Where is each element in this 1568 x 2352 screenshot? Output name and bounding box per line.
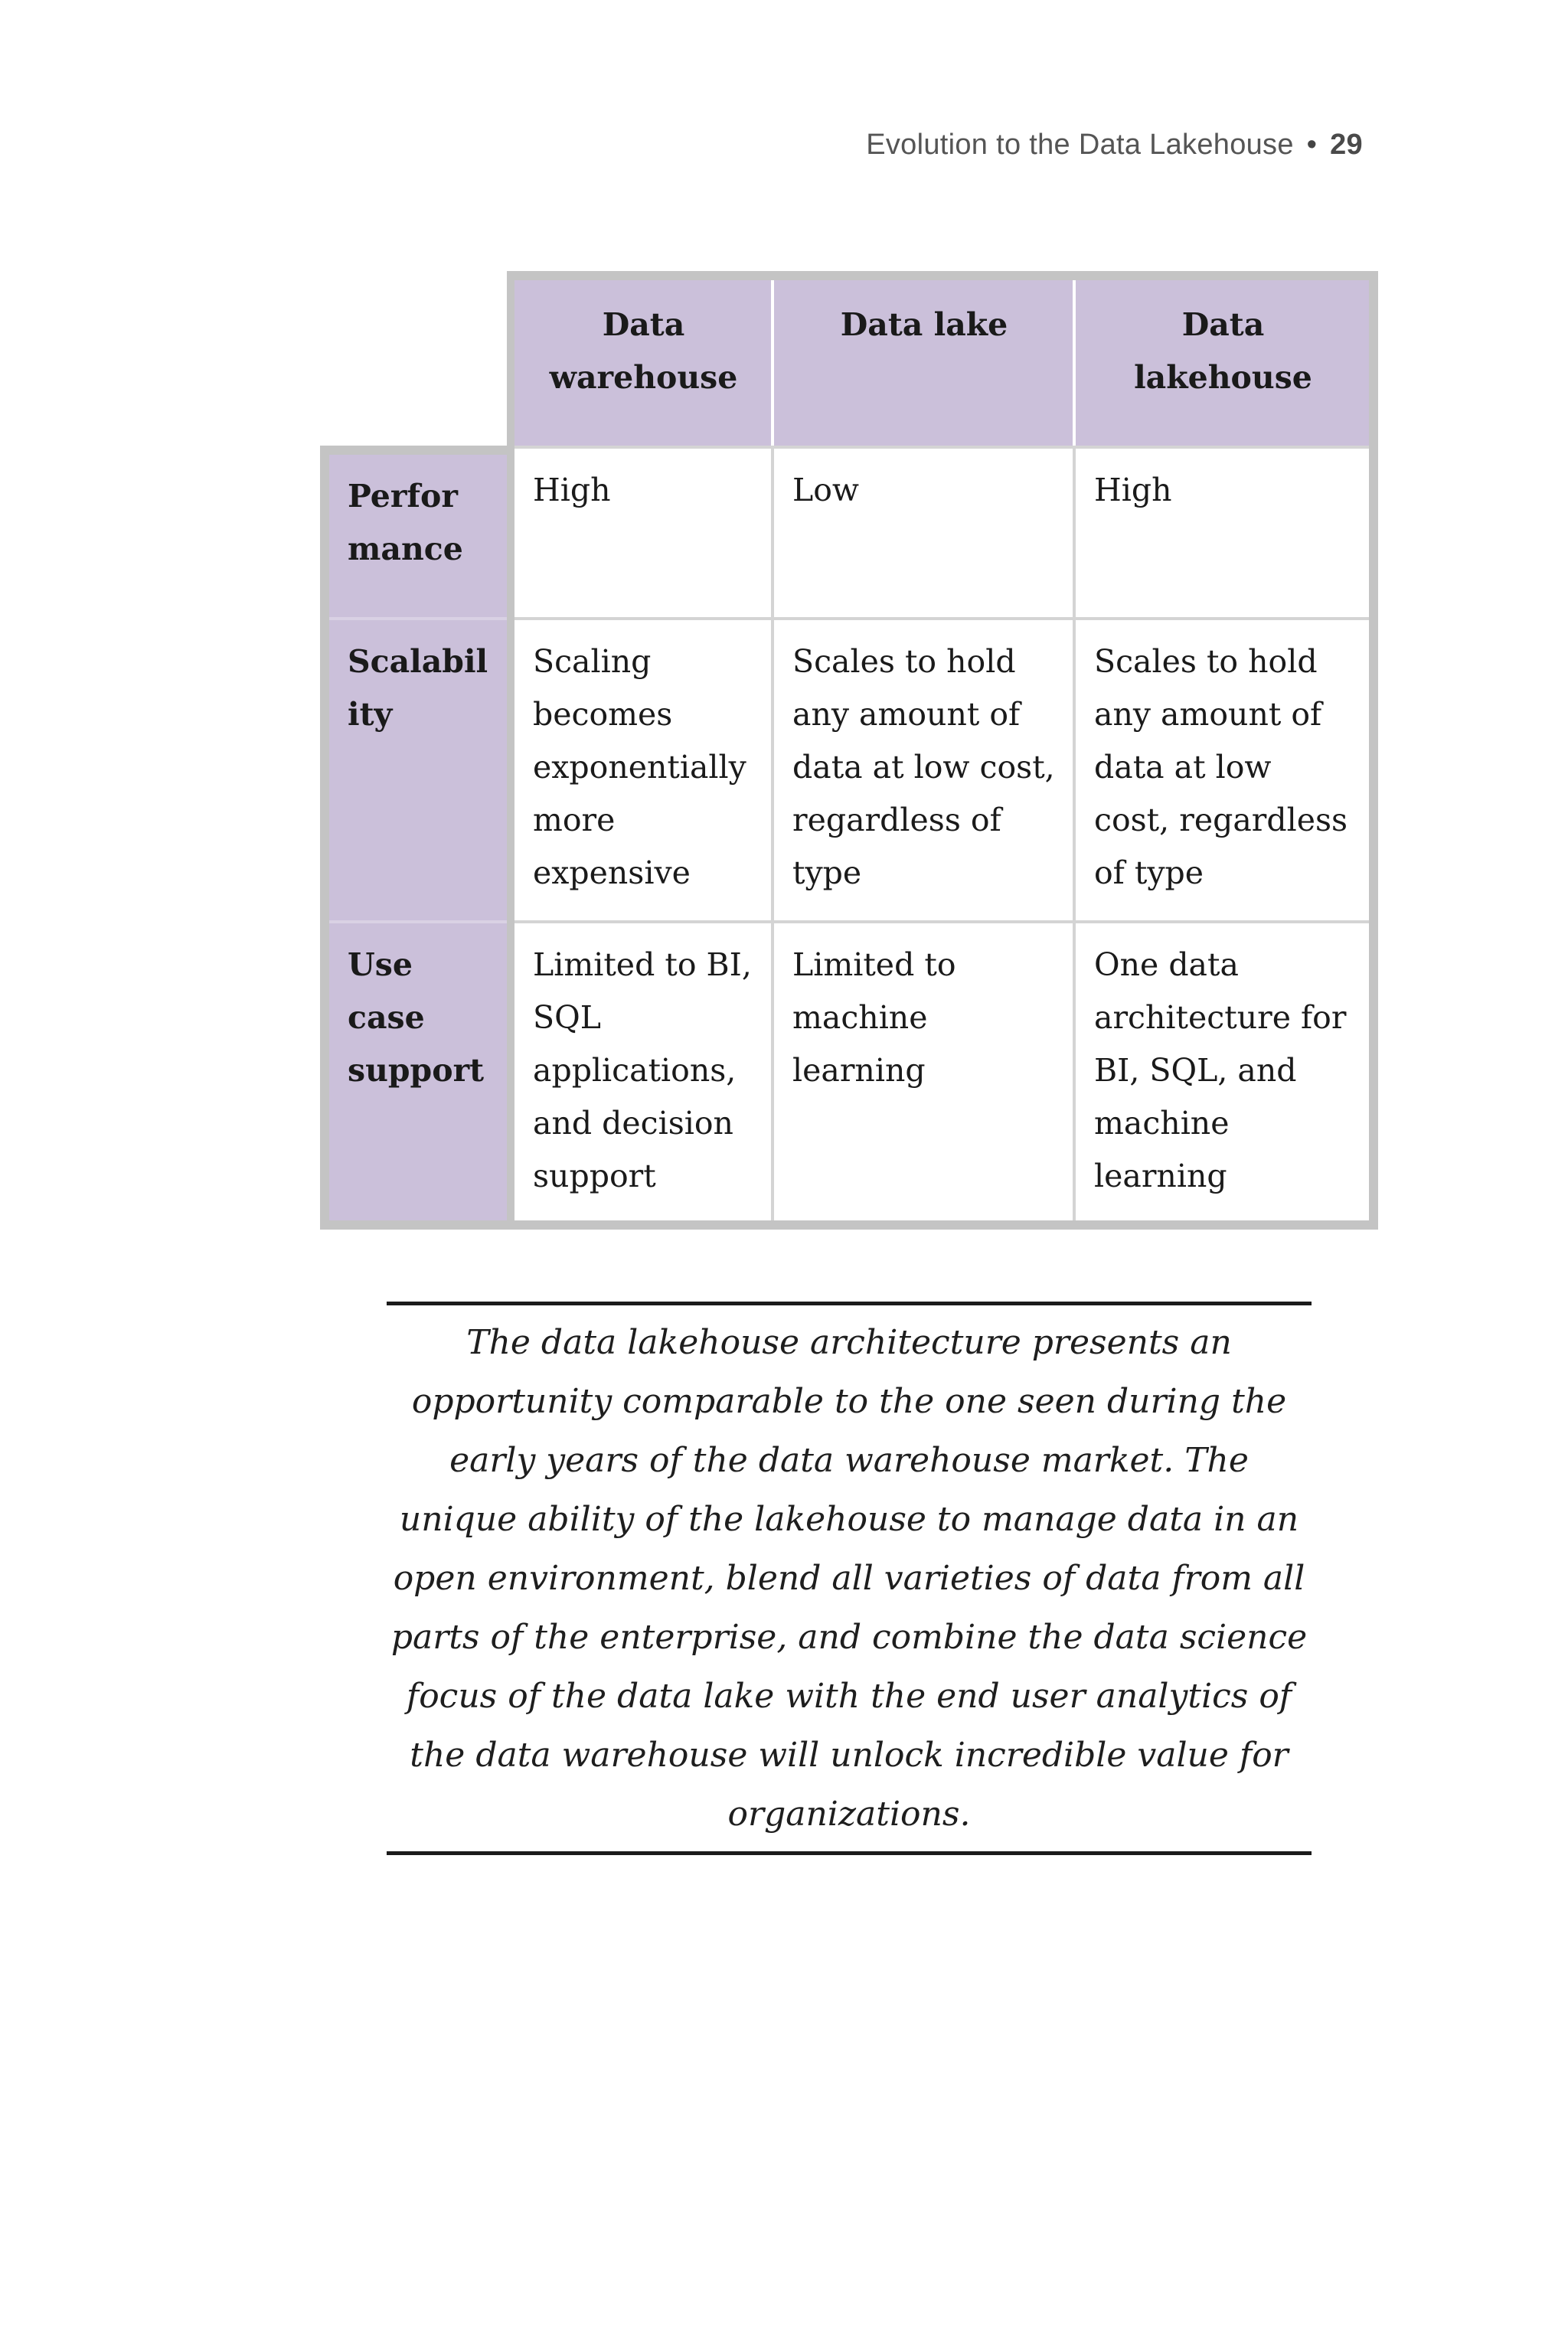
cell-performance-lake: Low <box>774 449 1073 617</box>
column-header-data-lakehouse: Data lakehouse <box>1076 280 1369 446</box>
cell-scalability-warehouse: Scaling becomes exponentially more expensive <box>514 620 771 920</box>
cell-use-case-warehouse: Limited to BI, SQL applications, and decision support <box>514 923 771 1220</box>
running-head <box>866 129 1363 162</box>
cell-scalability-lake: Scales to hold any amount of data at low cost, regardless of type <box>774 620 1073 920</box>
table-frame-left-inner <box>507 271 514 1230</box>
table-frame-top <box>507 271 1378 280</box>
comparison-table <box>320 271 1378 1230</box>
cell-performance-warehouse: High <box>514 449 771 617</box>
table-frame-bottom <box>320 1220 1378 1230</box>
page-number: 29 <box>1330 129 1363 161</box>
column-header-data-lake: Data lake <box>774 280 1073 446</box>
row-header-use-case-support: Use case support <box>329 923 507 1220</box>
row-header-scalability: Scalability <box>329 620 507 920</box>
column-header-data-warehouse: Data warehouse <box>514 280 771 446</box>
running-head-title: Evolution to the Data Lakehouse <box>866 129 1294 161</box>
cell-performance-lakehouse: High <box>1076 449 1369 617</box>
pull-quote <box>387 1302 1312 1855</box>
cell-use-case-lakehouse: One data architecture for BI, SQL, and machine learning <box>1076 923 1369 1220</box>
table-frame-left-outer <box>320 446 329 1230</box>
cell-use-case-lake: Limited to machine learning <box>774 923 1073 1220</box>
row-header-performance: Performance <box>329 455 507 617</box>
table-frame-right <box>1369 271 1378 1230</box>
cell-scalability-lakehouse: Scales to hold any amount of data at low cost, regardless of type <box>1076 620 1369 920</box>
running-head-bullet: • <box>1306 129 1318 161</box>
pull-quote-text: The data lakehouse architecture presents an opportunity comparable to the one seen during the early years of the data warehouse market. The unique ability of the lakehouse to manage data in an open environment, blend all varieties of data from all parts of the enterprise, and combine the data science focus of the data lake with the end user analytics of the data warehouse will unlock incredible value for organizations. <box>390 1323 1308 1834</box>
table-frame-rowhead-top <box>320 446 514 455</box>
